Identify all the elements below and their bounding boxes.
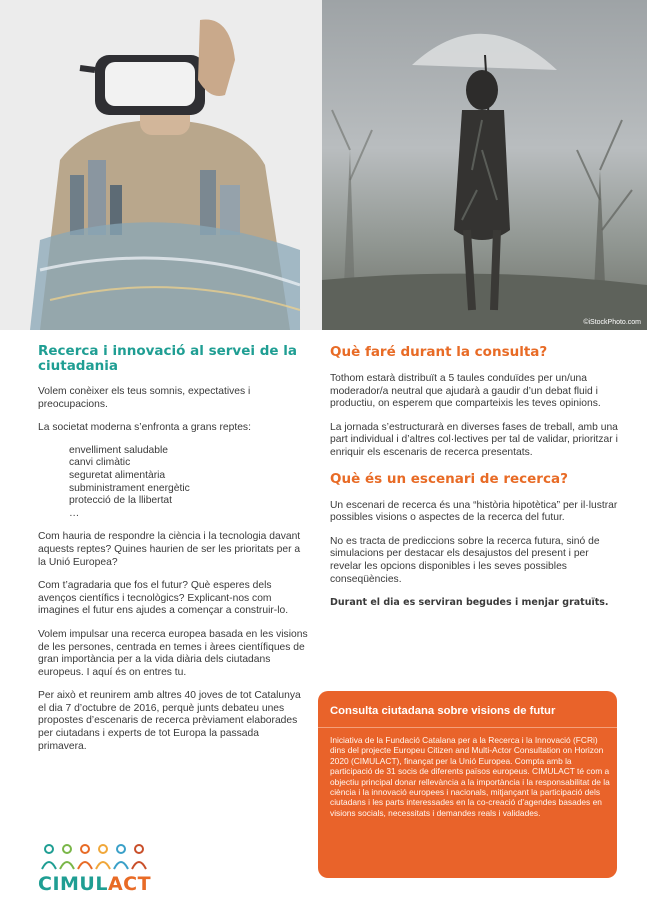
left-paragraph-1: Volem conèixer els teus somnis, expectatives i preocupacions. — [38, 386, 251, 410]
refreshments-note: Durant el dia es serviran begudes i menjar gratuïts. — [330, 597, 609, 609]
left-paragraph-6: Per això et reunirem amb altres 40 joves de tot Catalunya el dia 7 d’octubre de 2016, perquè junts debateu unes propostes d’escenaris de recerca prèviament elaborades per ciutadans i experts de tot Europa la passada primavera. — [38, 690, 301, 752]
left-paragraph-2: La societat moderna s’enfronta a grans reptes: — [38, 422, 251, 434]
challenge-item: canvi climàtic — [69, 457, 131, 469]
challenge-item: seguretat alimentària — [69, 469, 166, 481]
logo-wordmark — [38, 873, 151, 895]
left-paragraph-4: Com t’agradaria que fos el futur? Què esperes dels avenços científics i tecnològics? Explicant-nos com imagines el futur ens ajudes a començar a construir-lo. — [38, 580, 289, 617]
challenge-item: subministrament energètic — [69, 482, 190, 494]
info-box — [318, 691, 617, 878]
umbrella-silhouette-illustration — [322, 0, 647, 330]
right-paragraph-4: No es tracta de prediccions sobre la recerca futura, sinó de simulacions per destacar els desajustos del present i per revelar les opcions disponibles i les seves possibles conseqüències. — [330, 535, 600, 585]
photo-credit: ©iStockPhoto.com — [583, 319, 641, 326]
logo-text-act: ACT — [107, 873, 152, 895]
left-paragraph-5: Volem impulsar una recerca europea basada en les visions de les persones, centrada en temes i àrees científiques de gran importància per a la vida diària dels ciutadans europeus. I aquí és on entres tu. — [38, 628, 308, 678]
challenge-item: envelliment saludable — [69, 444, 169, 456]
logo-text-cimul: CIMUL — [38, 873, 108, 895]
challenge-item: protecció de la llibertat — [69, 495, 173, 507]
right-column — [330, 344, 620, 621]
vr-person-illustration — [0, 0, 322, 330]
info-box-title: Consulta ciutadana sobre visions de futur — [330, 705, 556, 717]
info-box-text: Iniciativa de la Fundació Catalana per a la Recerca i la Innovació (FCRi) dins del projecte Europeu Citizen and Multi-Actor Consultation on Horizon 2020 (CIMULACT), finançat per la Unió Europea. Compta amb la participació de 31 socis de diferents països europeus. CIMULACT té com a objectiu principal donar rellevància a la importància i la responsabilitat de la ciència i la innovació europees i nacionals, mitjançant la participació dels ciutadans i les parts interessades en la co-creació d’agendes basades en visions socials, necessitats i demandes reals i validades. — [330, 735, 610, 818]
left-heading: Recerca i innovació al servei de la ciutadania — [38, 343, 297, 374]
right-paragraph-2: La jornada s’estructurarà en diverses fases de treball, amb una part individual i d’altres col·lectives per tal de validar, prioritzar i enriquir els escenaris de recerca presentats. — [330, 421, 618, 458]
people-figures-icon — [40, 843, 150, 873]
scenario-heading: Què és un escenari de recerca? — [330, 470, 568, 487]
right-paragraph-3: Un escenari de recerca és una “història hipotètica” per il·lustrar possibles visions o aspectes de la recerca del futur. — [330, 499, 618, 524]
challenge-item: … — [69, 507, 80, 519]
umbrella-woman-photo — [322, 0, 647, 330]
right-paragraph-1: Tothom estarà distribuït a 5 taules conduïdes per un/una moderador/a neutral que ajudarà a gaudir d’un debat fluid i productiu, on esperem que comparteixis les teves opinions. — [330, 373, 601, 410]
left-paragraph-3: Com hauria de respondre la ciència i la tecnologia davant aquests reptes? Quines haurien de ser les prioritats per a la Unió Europea? — [38, 531, 301, 568]
cimulact-logo — [38, 843, 168, 898]
left-column — [38, 344, 310, 764]
info-box-divider — [318, 727, 617, 728]
consultation-heading: Què faré durant la consulta? — [330, 344, 548, 360]
header-photos — [0, 0, 647, 330]
challenges-list — [69, 445, 310, 521]
vr-headset-photo — [0, 0, 322, 330]
